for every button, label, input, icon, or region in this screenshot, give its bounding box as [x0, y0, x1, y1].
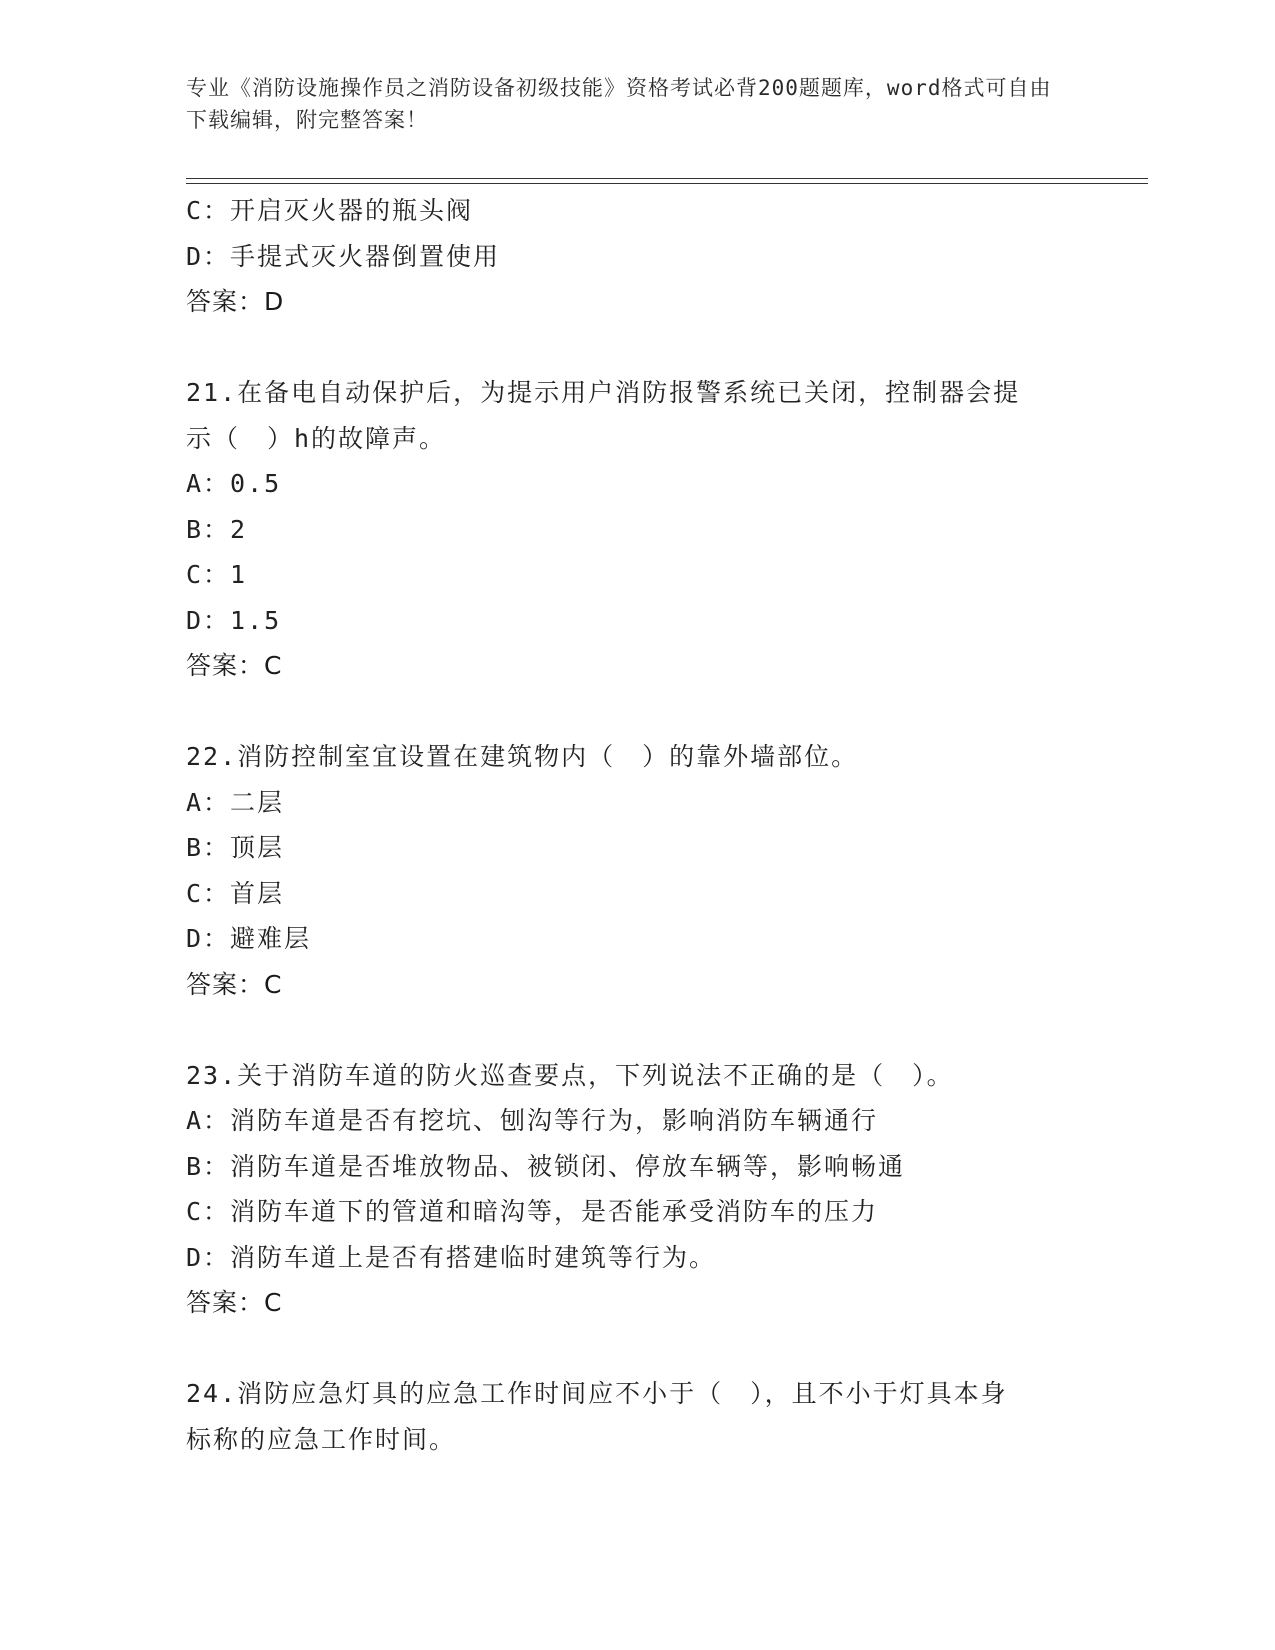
question-block — [186, 188, 1086, 325]
question-stem: 21.在备电自动保护后，为提示用户消防报警系统已关闭，控制器会提 — [186, 378, 1021, 407]
option-c: C：首层 — [186, 878, 285, 908]
option-a: A：消防车道是否有挖坑、刨沟等行为，影响消防车辆通行 — [186, 1106, 879, 1135]
option-a: A：0.5 — [186, 469, 282, 498]
question-block — [186, 370, 1086, 689]
question-block — [186, 734, 1086, 1007]
option-c: C：开启灭火器的瓶头阀 — [186, 196, 474, 225]
option-d: D：1.5 — [186, 605, 282, 635]
option-b: B：2 — [186, 514, 248, 544]
spacer — [186, 1326, 1086, 1372]
question-stem: 示（ ）h的故障声。 — [186, 423, 447, 453]
answer-line: 答案：D — [186, 287, 285, 316]
option-d: D：避难层 — [186, 924, 312, 953]
answer-line: 答案：C — [186, 969, 283, 999]
option-b: B：消防车道是否堆放物品、被锁闭、停放车辆等，影响畅通 — [186, 1151, 906, 1181]
question-stem: 23.关于消防车道的防火巡查要点，下列说法不正确的是（ ）。 — [186, 1060, 954, 1090]
spacer — [186, 1007, 1086, 1053]
question-stem: 22.消防控制室宜设置在建筑物内（ ）的靠外墙部位。 — [186, 742, 859, 771]
question-block — [186, 1371, 1086, 1462]
document-body — [186, 188, 1086, 1462]
option-c: C：消防车道下的管道和暗沟等，是否能承受消防车的压力 — [186, 1197, 879, 1226]
option-c: C：1 — [186, 560, 248, 589]
question-stem: 标称的应急工作时间。 — [186, 1424, 457, 1454]
option-a: A：二层 — [186, 787, 285, 817]
header-rule-bottom — [186, 183, 1148, 184]
question-block — [186, 1053, 1086, 1326]
spacer — [186, 325, 1086, 371]
answer-line: 答案：C — [186, 1288, 283, 1317]
option-d: D：手提式灭火器倒置使用 — [186, 241, 501, 271]
option-b: B：顶层 — [186, 833, 285, 862]
header-rule-top — [186, 178, 1148, 179]
answer-line: 答案：C — [186, 651, 283, 680]
question-stem: 24.消防应急灯具的应急工作时间应不小于（ ），且不小于灯具本身 — [186, 1379, 1008, 1408]
spacer — [186, 689, 1086, 735]
option-d: D：消防车道上是否有搭建临时建筑等行为。 — [186, 1242, 717, 1272]
page-header: 专业《消防设施操作员之消防设备初级技能》资格考试必背200题题库，word格式可自由下载编辑，附完整答案！ — [186, 76, 1052, 132]
